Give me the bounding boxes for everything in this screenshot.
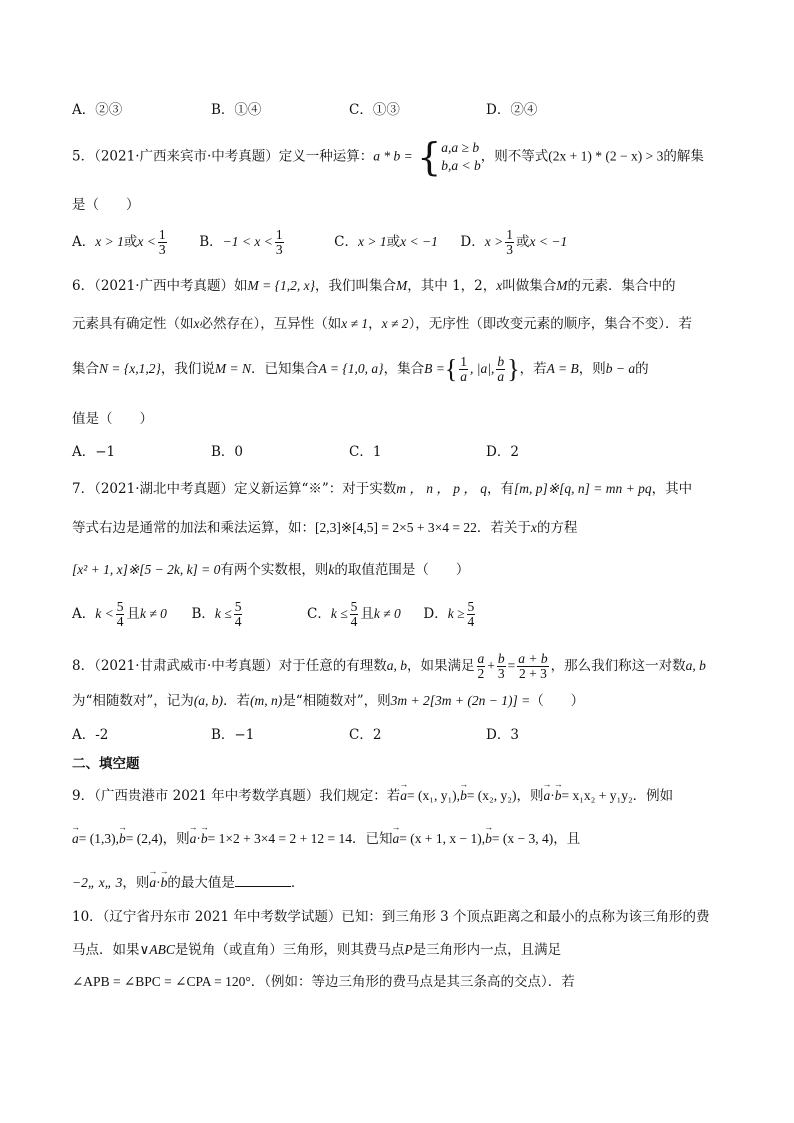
- q6-line3-m3: A = {1,0, a}: [318, 361, 384, 377]
- q5-op: a * b =: [373, 148, 413, 164]
- fraction: [467, 600, 476, 629]
- q5-opt-c-pre: C．: [334, 234, 358, 251]
- fraction: [497, 652, 506, 681]
- q6-line2-m1: x ≠ 1: [341, 316, 369, 331]
- q5-text3: 的解集: [663, 148, 704, 165]
- q6-line1-e: 的元素．集合中的: [567, 278, 676, 294]
- q5-opt-c-m2: x < −1: [400, 234, 438, 250]
- q8-fb-den: 3: [497, 666, 505, 682]
- q7-f-num: 5: [234, 599, 242, 614]
- q7-line3-k: k: [328, 562, 335, 577]
- q9-line2-c: ，且: [553, 831, 581, 847]
- q7-opt-a-m1: k <: [95, 606, 114, 622]
- q7-f-den: 4: [350, 614, 358, 630]
- q10-line2-c: 是三角形内一点，且满足: [412, 942, 562, 958]
- q5-opt-d-m1: x >: [484, 234, 504, 250]
- q8-line2-c: 是“相随数对”，则: [282, 693, 391, 709]
- q7-option-d: [423, 599, 477, 630]
- q5-opt-a-or: 或: [123, 234, 138, 251]
- q9-stem-line2: [72, 832, 580, 847]
- q10-line3-m: ∠APB = ∠BPC = ∠CPA = 120°: [72, 974, 251, 989]
- q7-line1-c: ，其中: [651, 481, 693, 497]
- q7-f-num: 5: [116, 599, 124, 614]
- q4-option-a: A．②③: [72, 102, 123, 118]
- q9-vec-b: → b: [161, 876, 168, 890]
- q9-line2-m3: = 1×2 + 3×4 = 2 + 12 = 14: [207, 831, 353, 846]
- q5-opt-c-m1: x > 1: [358, 234, 387, 250]
- q6-line2-b: 必然存在），互异性（如: [199, 316, 342, 332]
- q8-line2-m3: 3m + 2[3m + (2n − 1)] =: [390, 693, 531, 708]
- q9-dot: ·: [156, 875, 161, 890]
- q7-opt-a-pre: A．: [72, 606, 96, 623]
- q6-line1-m: M = {1,2, x}: [247, 278, 316, 293]
- q6-line3-m6: b − a: [605, 361, 636, 377]
- q5-opt-b-m: −1 < x <: [222, 234, 273, 250]
- q8-stem-line2: [72, 694, 584, 709]
- q7-line1-a: 7．（2021·湖北中考真题）定义新运算“※”：对于实数: [72, 481, 397, 497]
- q5-opt-a-m2: x <: [137, 234, 156, 250]
- q9-vec-b: → b: [201, 832, 208, 846]
- q9-vec-a: → a: [190, 832, 197, 846]
- fraction: [496, 355, 505, 384]
- fraction: [158, 228, 167, 257]
- q7-option-b: [191, 599, 244, 630]
- q6-line3-e: ，若: [519, 361, 547, 378]
- q9-line1-m3: = x₁x₂ + y₁y₂: [561, 788, 633, 803]
- q5-third-den: 3: [275, 242, 283, 258]
- q9-vec-b: → b: [460, 789, 467, 803]
- q5-opt-d-or: 或: [515, 234, 530, 251]
- q6-option-a: A．−1: [72, 444, 116, 460]
- q8-line2-a: 为“相随数对”，记为: [72, 693, 194, 709]
- q7-opt-c-pre: C．: [307, 606, 331, 623]
- q5-option-d: [460, 227, 568, 258]
- q5-option-a: [72, 227, 169, 258]
- q5-ineq: (2x + 1) * (2 − x) > 3: [548, 148, 664, 164]
- q9-vec-b: → b: [485, 832, 492, 846]
- q7-line2-a: 等式右边是通常的加法和乘法运算，如：: [72, 520, 315, 536]
- q9-line3-b: 的最大值是: [167, 875, 235, 891]
- q7-option-c: [307, 599, 401, 630]
- q4-option-b: B．①④: [211, 102, 262, 118]
- q9-line1-c: ．例如: [632, 788, 674, 804]
- piecewise-cases: [441, 139, 481, 175]
- q5-text1: 定义一种运算：: [278, 148, 374, 165]
- q9-line3-c: ．: [290, 875, 305, 891]
- q6-line3-m5: A = B: [546, 361, 579, 377]
- fraction: [459, 355, 468, 384]
- q6-mid: , |a|,: [470, 361, 495, 377]
- q7-line3-b: 的取值范围是（ ）: [334, 562, 470, 578]
- q7-opt-d-m: k ≥: [447, 606, 465, 622]
- q6-line3-set-close: }: [507, 354, 520, 384]
- q7-opt-d-pre: D．: [423, 606, 448, 623]
- q7-stem-line1: [72, 482, 692, 497]
- q7-line3-a: 有两个实数根，则: [220, 562, 329, 578]
- q9-vec-a: → a: [400, 789, 407, 803]
- q6-f1-den: a: [460, 369, 468, 385]
- q6-option-c: C．1: [349, 444, 382, 460]
- q6-line2-x: x: [193, 316, 200, 331]
- q9-vec-b: → b: [119, 832, 126, 846]
- q9-line1-a: 9．（广西贵港市 2021 年中考数学真题）我们规定：若: [72, 788, 401, 804]
- q10-line2-p: P: [404, 942, 413, 957]
- q8-fa-den: 2: [477, 666, 485, 682]
- q7-stem-line2: [72, 521, 577, 536]
- q5-stem-line2: 是（ ）: [72, 197, 140, 213]
- q7-f-den: 4: [116, 614, 124, 630]
- q6-line3-m2: M = N: [214, 361, 252, 377]
- q8-line1-c: ，那么我们称这一对数: [550, 658, 686, 675]
- q6-line2-m2: x ≠ 2: [381, 316, 409, 331]
- q6-f2-den: a: [497, 369, 505, 385]
- q6-line3-f: ，则: [578, 361, 606, 378]
- q5-third-num: 1: [506, 227, 513, 242]
- q6-stem-line3: [72, 355, 649, 384]
- q5-opt-d-m2: x < −1: [529, 234, 568, 250]
- q8-line2-b: ．若: [223, 693, 251, 709]
- q9-vec-a: → a: [393, 832, 400, 846]
- q7-stem-line3: [72, 563, 469, 578]
- q5-third-den: 3: [506, 242, 513, 258]
- q5-stem-line1: [72, 135, 704, 179]
- q7-option-a: [72, 599, 167, 630]
- q9-stem-line1: [72, 789, 673, 804]
- q8-line2-d: （ ）: [530, 693, 585, 709]
- q4-option-d: D．②④: [486, 102, 538, 118]
- q7-options: [72, 600, 477, 629]
- q7-line2-m: [2,3]※[4,5] = 2×5 + 3×4 = 22: [315, 520, 477, 535]
- q6-line3-m1: N = {x,1,2}: [99, 361, 161, 377]
- q9-vec-a: → a: [72, 832, 79, 846]
- q9-line2-b: ．已知: [352, 831, 393, 847]
- q10-line2-m: ∨ABC: [139, 942, 175, 957]
- q5-case2: b,a < b: [441, 158, 481, 173]
- fraction: [517, 652, 548, 681]
- q8-line2-m2: (m, n): [250, 693, 283, 708]
- q9-line3-a: ，则: [122, 875, 150, 891]
- q8-fab-den: 2 + 3: [519, 666, 547, 682]
- q8-line1-b: ，如果满足: [407, 658, 475, 675]
- q9-line1-m1: = (x₁, y₁),: [407, 788, 461, 803]
- q6-line3-m4: B =: [424, 361, 445, 377]
- q7-opt-c-m2: k ≠ 0: [373, 606, 401, 622]
- q5-num: 5．: [72, 148, 95, 165]
- q9-stem-line3: [72, 874, 304, 891]
- q6-f2-num: b: [497, 354, 505, 369]
- q6-line3-b: ，我们说: [160, 361, 215, 378]
- q10-stem-line2: [72, 943, 561, 958]
- q8-line1-ab: a, b: [386, 658, 408, 674]
- q6-line3-set-open: {: [444, 354, 458, 384]
- q5-third-num: 1: [158, 227, 166, 242]
- fraction: [275, 228, 284, 257]
- q8-option-b: B．−1: [211, 727, 255, 743]
- q6-line1-d: 叫做集合: [502, 278, 557, 294]
- q6-line2-d: ），无序性（即改变元素的顺序，集合不变）．若: [408, 316, 693, 332]
- q6-stem-line4: 值是（ ）: [72, 411, 153, 427]
- q6-line1-x: x: [496, 278, 503, 293]
- q7-opt-a-and: 且: [126, 606, 140, 623]
- q5-source: （2021·广西来宾市·中考真题）: [94, 148, 279, 165]
- q5-third-den: 3: [158, 242, 166, 258]
- q9-line1-b: ，则: [516, 788, 544, 804]
- q7-opt-b-pre: B．: [191, 606, 215, 623]
- section-heading-fill-in: 二、填空题: [72, 756, 140, 772]
- q7-opt-c-and: 且: [360, 606, 374, 623]
- q7-line3-m: [x² + 1, x]※[5 − 2k, k] = 0: [72, 562, 221, 577]
- q7-line1-vars: m ， n ， p ， q: [396, 481, 488, 496]
- q8-option-d: D．3: [486, 727, 519, 743]
- q8-eq: =: [507, 658, 516, 674]
- q5-option-b: [199, 227, 285, 258]
- q7-opt-c-m1: k ≤: [330, 606, 348, 622]
- q9-line2-m4: = (x + 1, x − 1),: [399, 831, 486, 846]
- q8-fab-num: a + b: [518, 651, 548, 666]
- q5-case1: a,a ≥ b: [441, 139, 480, 155]
- q5-opt-a-m1: x > 1: [95, 234, 124, 250]
- q8-fa-num: a: [477, 651, 485, 666]
- q6-line1-b: ，我们叫集合: [315, 278, 397, 294]
- q5-opt-a-pre: A．: [72, 234, 96, 251]
- q6-stem-line1: [72, 279, 676, 294]
- q7-line1-b: ，有: [487, 481, 515, 497]
- fraction: [477, 652, 486, 681]
- q6-stem-line2: [72, 317, 692, 332]
- q6-f1-num: 1: [460, 354, 468, 369]
- q6-line1-m2: M: [396, 278, 408, 293]
- q9-vec-b: → b: [555, 789, 562, 803]
- q9-vec-a: → a: [149, 876, 156, 890]
- q8-option-a: A．-2: [72, 727, 109, 743]
- q7-opt-a-m2: k ≠ 0: [139, 606, 167, 622]
- q8-line1-a: 8．（2021·甘肃武威市·中考真题）对于任意的有理数: [72, 658, 387, 675]
- fraction: [234, 600, 243, 629]
- q10-stem-line1: 10．（辽宁省丹东市 2021 年中考数学试题）已知：到三角形 3 个顶点距离之和最小的点称为该三角形的费: [72, 909, 710, 925]
- q6-line1-a: 6．（2021·广西中考真题）如: [72, 278, 248, 294]
- q5-options: [72, 228, 567, 257]
- q8-plus: +: [487, 658, 495, 674]
- q7-line1-m: [m, p]※[q, n] = mn + pq: [514, 481, 652, 496]
- q10-stem-line3: [72, 975, 575, 990]
- q6-line3-c: ．已知集合: [251, 361, 319, 378]
- q10-line3-a: ．（例如：等边三角形的费马点是其三条高的交点）．若: [250, 974, 575, 990]
- q6-line1-c: ，其中 1，2，: [407, 278, 497, 294]
- q5-third-num: 1: [275, 227, 283, 242]
- q6-line1-m3: M: [556, 278, 568, 293]
- q6-line3-d: ，集合: [383, 361, 425, 378]
- q6-option-b: B．0: [211, 444, 244, 460]
- q9-line1-m2: = (x₂, y₂): [466, 788, 517, 803]
- q6-line2-c: ，: [368, 316, 382, 332]
- q7-f-den: 4: [234, 614, 242, 630]
- q8-option-c: C．2: [349, 727, 382, 743]
- q7-line2-b: ．若关于: [476, 520, 531, 536]
- q5-option-c: [334, 234, 438, 250]
- fraction: [505, 228, 514, 257]
- q5-text2: ，则不等式: [480, 148, 549, 165]
- q8-line2-m1: (a, b): [193, 693, 224, 708]
- q7-opt-b-m: k ≤: [214, 606, 232, 622]
- fraction: [350, 600, 359, 629]
- fraction: [116, 600, 125, 629]
- q10-line2-b: 是锐角（或直角）三角形，则其费马点: [174, 942, 405, 958]
- q9-dot: ·: [196, 831, 201, 846]
- q7-line2-x: x: [530, 520, 537, 535]
- q6-option-d: D．2: [486, 444, 519, 460]
- q4-option-c: C．①③: [349, 102, 400, 118]
- q6-line3-a: 集合: [72, 361, 99, 378]
- q8-line1-ab2: a, b: [685, 658, 706, 674]
- answer-blank[interactable]: [235, 874, 291, 887]
- q9-line2-m5: = (x − 3, 4): [491, 831, 554, 846]
- q5-opt-d-pre: D．: [460, 234, 485, 251]
- q5-opt-c-or: 或: [386, 234, 401, 251]
- q9-line2-m2: = (2,4): [125, 831, 163, 846]
- q6-line2-a: 元素具有确定性（如: [72, 316, 194, 332]
- q9-line2-a: ，则: [162, 831, 190, 847]
- q6-line3-g: 的: [635, 361, 649, 378]
- left-brace: {: [417, 135, 442, 179]
- q8-fb-num: b: [497, 651, 505, 666]
- q9-vec-a: → a: [543, 789, 550, 803]
- q7-f-num: 5: [467, 599, 475, 614]
- q10-line2-a: 马点．如果: [72, 942, 140, 958]
- q8-stem-line1: [72, 652, 706, 681]
- q9-line2-m1: = (1,3),: [78, 831, 119, 846]
- q9-dot: ·: [550, 788, 555, 803]
- q7-f-num: 5: [350, 599, 358, 614]
- q5-opt-b-pre: B．: [199, 234, 223, 251]
- q7-f-den: 4: [467, 614, 475, 630]
- q7-line2-c: 的方程: [536, 520, 578, 536]
- q9-line3-m: −2„ x„ 3: [72, 875, 123, 890]
